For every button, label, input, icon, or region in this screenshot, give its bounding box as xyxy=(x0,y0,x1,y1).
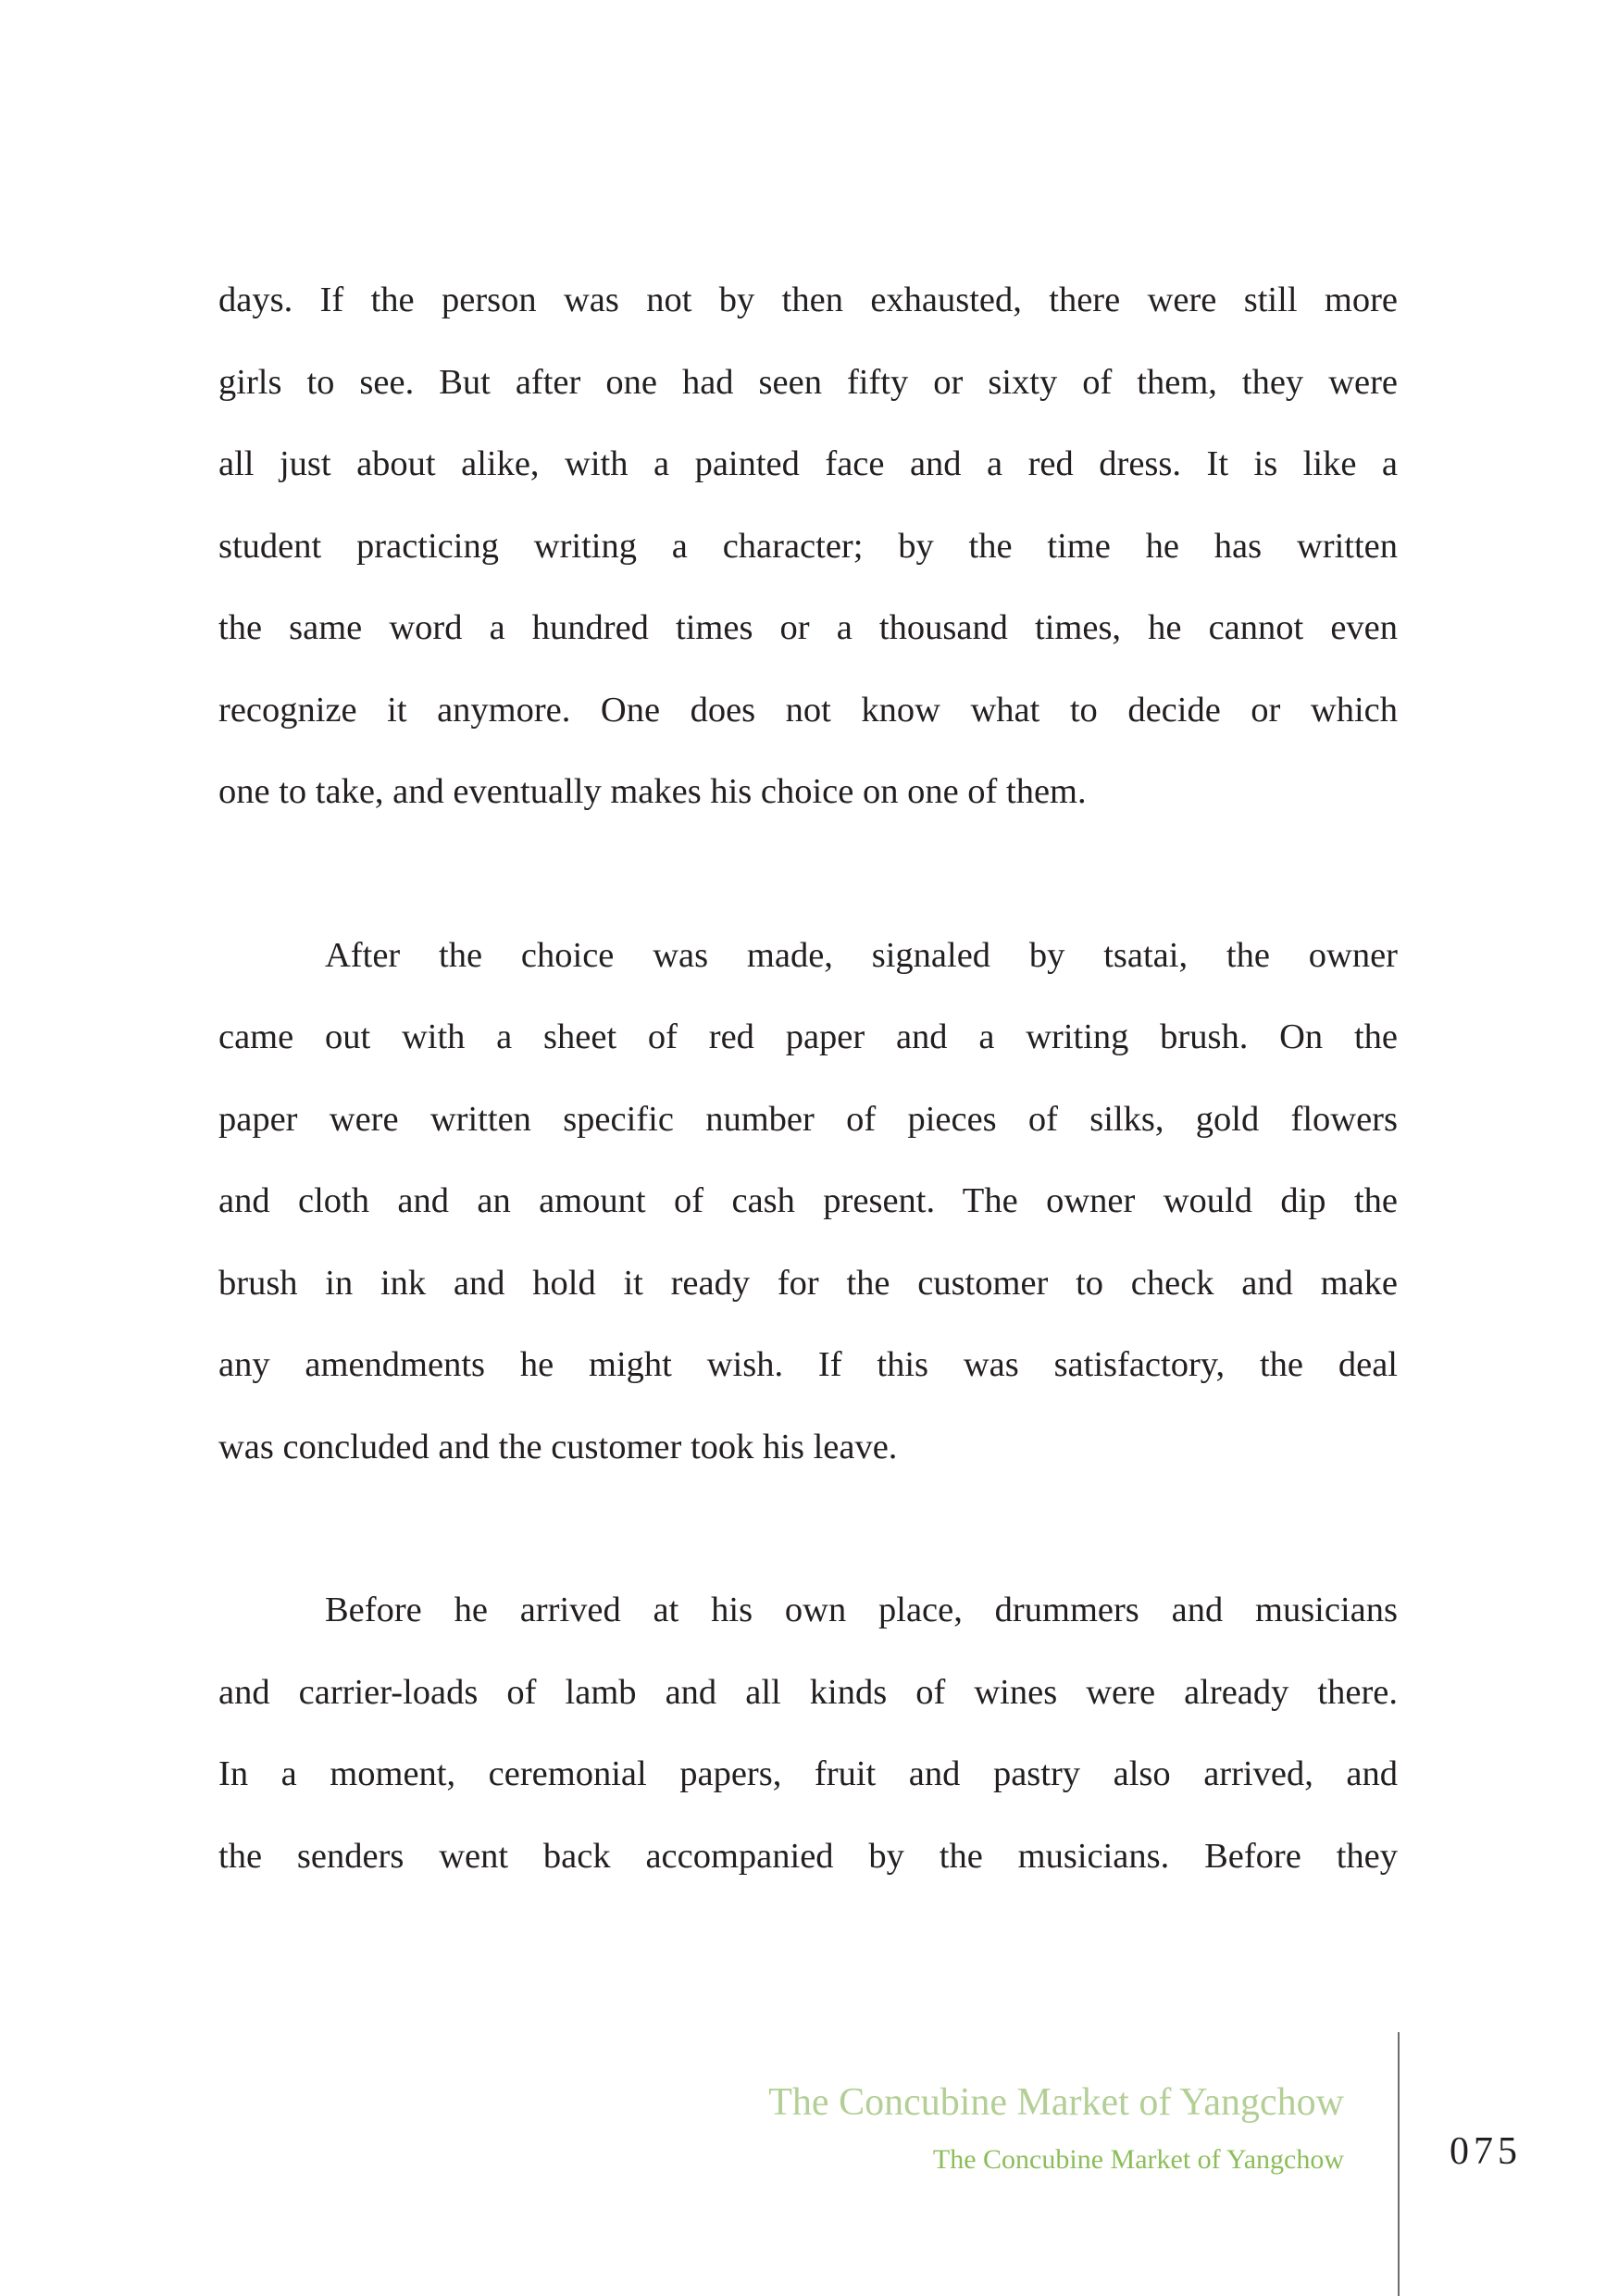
text-line: days. If the person was not by then exhausted, there were still more xyxy=(218,281,1398,319)
text-line: After the choice was made, signaled by tsatai, the owner xyxy=(325,935,1398,975)
text-line: student practicing writing a character; by the time he has written xyxy=(218,526,1398,566)
text-line: Before he arrived at his own place, drummers and musicians xyxy=(325,1591,1398,1629)
text-line: came out with a sheet of red paper and a writing brush. On the xyxy=(218,1017,1398,1056)
text-line: the senders went back accompanied by the musicians. Before they xyxy=(218,1836,1398,1876)
text-line: any amendments he might wish. If this was satisfactory, the deal xyxy=(218,1345,1398,1384)
paragraph-3 xyxy=(218,1569,1398,1897)
text-line: one to take, and eventually makes his choice on one of them. xyxy=(218,772,1087,811)
text-line: the same word a hundred times or a thousand times, he cannot even xyxy=(218,608,1398,647)
body-text xyxy=(218,259,1398,1978)
page-number: 075 xyxy=(1450,2130,1522,2173)
paragraph-2 xyxy=(218,915,1398,1489)
text-line: and carrier-loads of lamb and all kinds of wines were already there. xyxy=(218,1672,1398,1712)
text-line: brush in ink and hold it ready for the customer to check and make xyxy=(218,1263,1398,1303)
text-line: In a moment, ceremonial papers, fruit and pastry also arrived, and xyxy=(218,1754,1398,1793)
text-line: girls to see. But after one had seen fifty or sixty of them, they were xyxy=(218,362,1398,402)
running-title-small: The Concubine Market of Yangchow xyxy=(932,2144,1344,2175)
text-line: was concluded and the customer took his leave. xyxy=(218,1427,898,1466)
text-line: recognize it anymore. One does not know what to decide or which xyxy=(218,690,1398,730)
text-line: all just about alike, with a painted face and a red dress. It is like a xyxy=(218,444,1398,483)
paragraph-1 xyxy=(218,259,1398,833)
text-line: and cloth and an amount of cash present. The owner would dip the xyxy=(218,1181,1398,1220)
text-line: paper were written specific number of pieces of silks, gold flowers xyxy=(218,1099,1398,1139)
footer-divider xyxy=(1398,2032,1400,2296)
running-title-large: The Concubine Market of Yangchow xyxy=(768,2081,1344,2124)
